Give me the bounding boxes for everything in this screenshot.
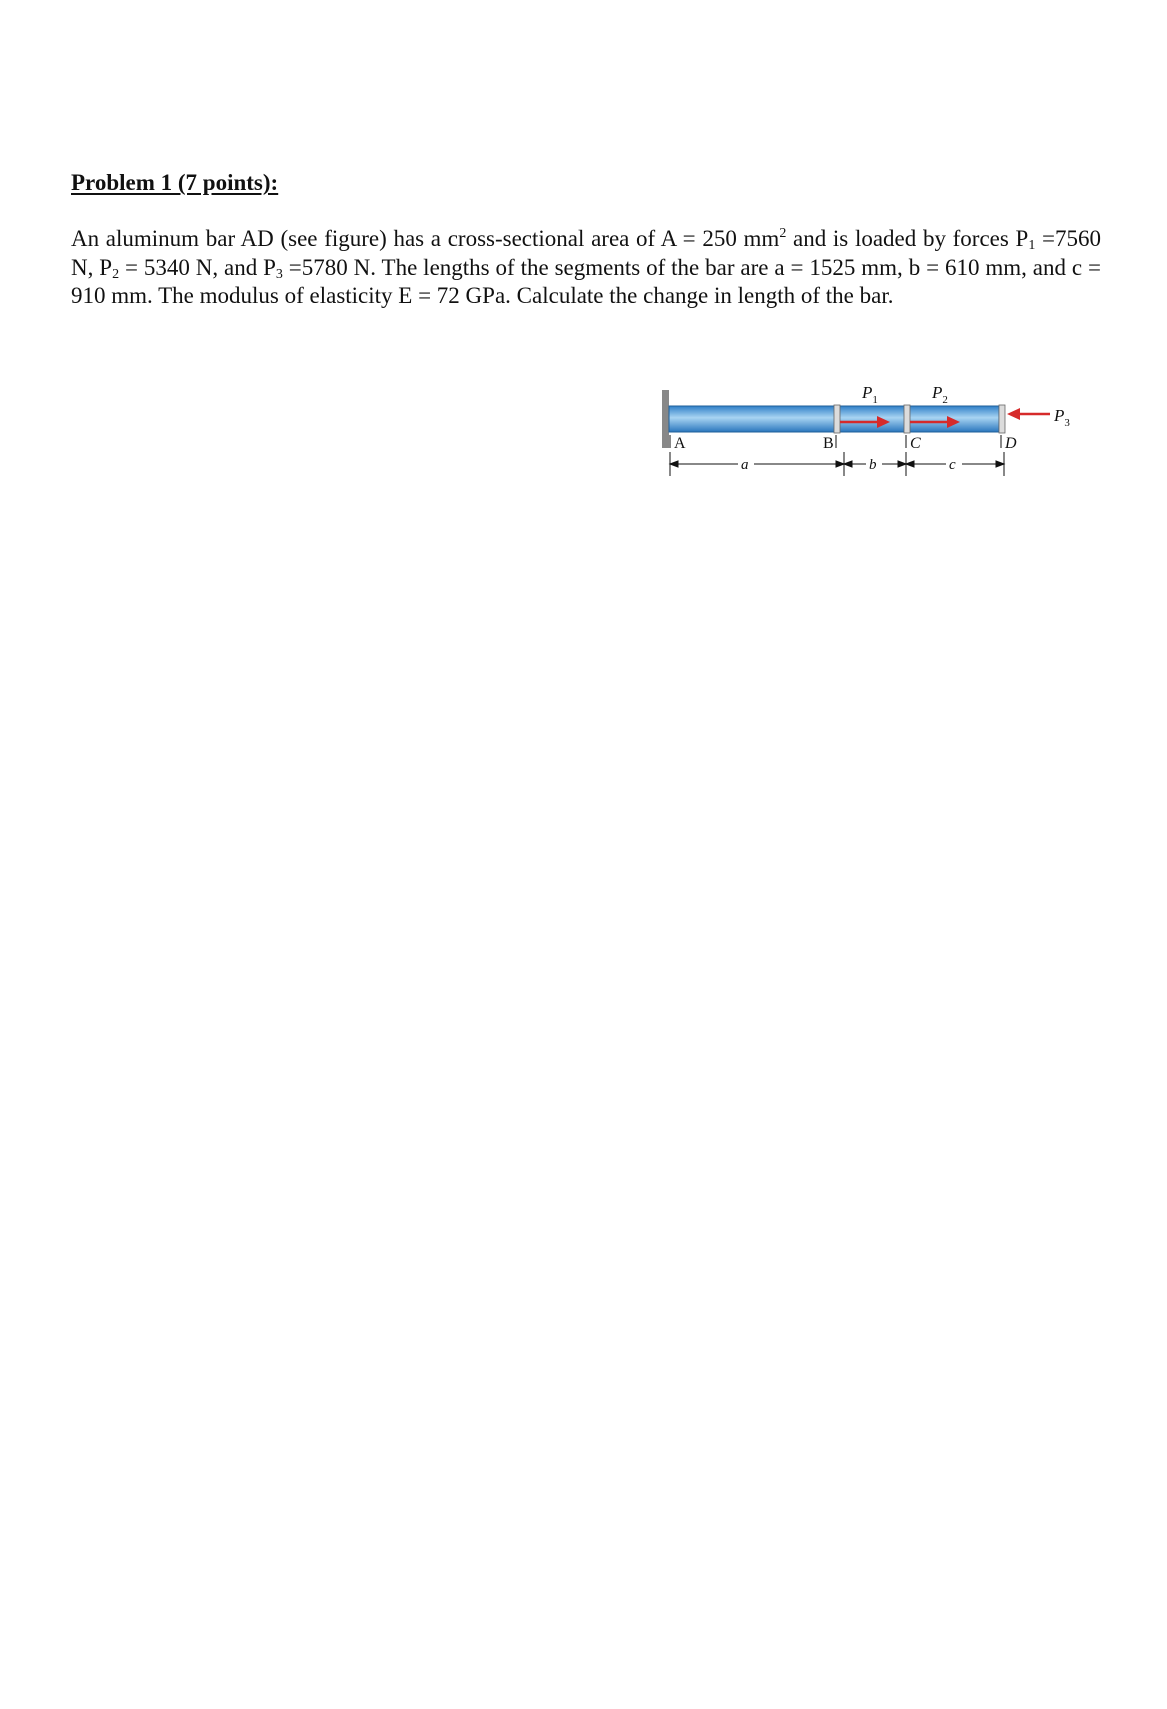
point-label-b: B xyxy=(823,435,834,452)
bar-figure xyxy=(650,378,1110,498)
force-label-p1: $P_1$ xyxy=(862,383,878,406)
force-label-p2: $P_2$ xyxy=(932,383,948,406)
statement-part: = 5340 N, and P xyxy=(119,254,276,280)
subscript: 3 xyxy=(275,266,283,282)
statement-part: =5780 N. The lengths of the segments of the bar are a = 1525 mm, b = 610 mm, and c = 910 mm. The modulus of elasticity E = 72 GPa. Calculate the change in length of the bar. xyxy=(71,254,1101,309)
load-plate-c xyxy=(904,405,910,433)
force-arrow-p3 xyxy=(1007,408,1050,420)
dimension-label-a: a xyxy=(741,457,749,473)
load-plate-b xyxy=(834,405,840,433)
force-label-p3: $P_3$ xyxy=(1054,406,1070,429)
bar-diagram xyxy=(650,378,1110,498)
problem-heading: Problem 1 (7 points): xyxy=(71,170,279,195)
subscript: 1 xyxy=(1028,238,1036,253)
wall-support xyxy=(662,390,669,448)
statement-part: An aluminum bar AD (see figure) has a cross-sectional area of A = 250 mm xyxy=(71,226,780,251)
load-plate-d xyxy=(999,405,1005,433)
point-label-c: C xyxy=(910,435,921,452)
superscript: 2 xyxy=(779,226,787,241)
dimension-label-c: c xyxy=(949,457,956,473)
statement-part: =7560 N, P xyxy=(71,226,1101,280)
point-label-d: D xyxy=(1005,435,1017,452)
dimension-label-b: b xyxy=(869,457,877,473)
point-label-a: A xyxy=(674,435,686,452)
problem-statement xyxy=(71,225,1101,311)
subscript: 2 xyxy=(112,266,120,282)
statement-part: and is loaded by forces P xyxy=(786,226,1029,251)
